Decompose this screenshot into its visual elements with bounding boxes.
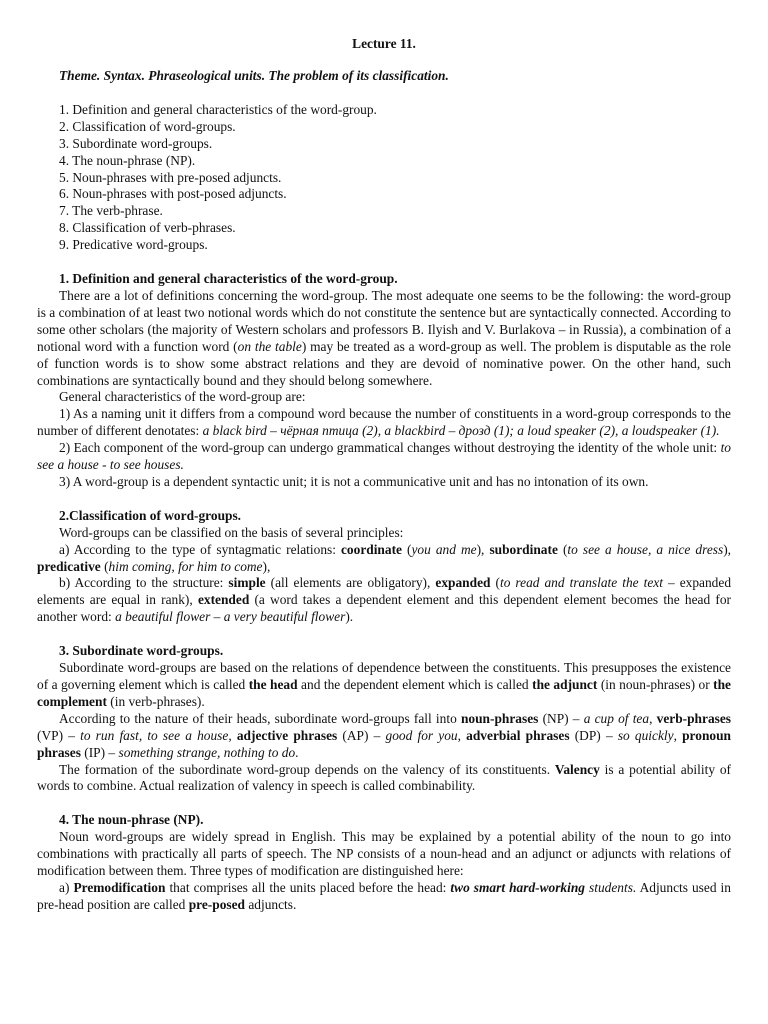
section-2-paragraph: Word-groups can be classified on the basis of several principles: <box>59 524 404 540</box>
section-3-paragraph: Subordinate word-groups are based on the relations of dependence between the constituents. This presupposes the existence of a governing element which is called the head and the dependent element which is called the adjunct (in noun-phrases) or the complement (in verb-phrases). <box>37 660 731 709</box>
section-1-paragraph: General characteristics of the word-group are: <box>59 389 306 405</box>
toc-item: 6. Noun-phrases with post-posed adjuncts. <box>59 186 287 202</box>
toc-item: 2. Classification of word-groups. <box>59 118 236 134</box>
toc-item: 5. Noun-phrases with pre-posed adjuncts. <box>59 169 282 185</box>
table-of-contents <box>37 102 731 254</box>
toc-item: 9. Predicative word-groups. <box>59 237 208 253</box>
toc-item: 4. The noun-phrase (NP). <box>59 152 196 168</box>
section-4-item-a: a) Premodification that comprises all the units placed before the head: two smart hard-working students. Adjuncts used in pre-head position are called pre-posed adjuncts. <box>37 879 731 912</box>
section-2-item-a: a) According to the type of syntagmatic relations: coordinate (you and me), subordinate (to see a house, a nice dress), predicative (him coming, for him to come), <box>37 541 731 574</box>
toc-item: 8. Classification of verb-phrases. <box>59 220 236 236</box>
section-4-heading: 4. The noun-phrase (NP). <box>59 812 204 828</box>
section-1-paragraph: 2) Each component of the word-group can undergo grammatical changes without destroying the identity of the whole unit: to see a house - to see houses. <box>37 440 731 473</box>
section-1-paragraph: There are a lot of definitions concerning the word-group. The most adequate one seems to be the following: the word-group is a combination of at least two notional words which do not constitute the sentence but are syntactically connected. According to some other scholars (the majority of Western scholars and professors B. Ilyish and V. Burlakova – in Russia), a combination of a notional word with a function word (on the table) may be treated as a word-group as well. The problem is disputable as the role of function words is to show some abstract relations and they are devoid of nominative power. On the other hand, such combinations are syntactically bound and they should belong somewhere. <box>37 287 731 388</box>
toc-item: 1. Definition and general characteristics of the word-group. <box>59 101 377 117</box>
section-3-heading: 3. Subordinate word-groups. <box>59 643 224 659</box>
section-3-paragraph: The formation of the subordinate word-group depends on the valency of its constituents. Valency is a potential ability of words to combine. Actual realization of valency in speech is called combinability. <box>37 761 731 794</box>
toc-item: 3. Subordinate word-groups. <box>59 135 213 151</box>
section-1-paragraph: 1) As a naming unit it differs from a compound word because the number of constituents in a word-group corresponds to the number of different denotates: a black bird – чёрная птица (2), a blackbird – дрозд (1); a loud speaker (2), a loudspeaker (1). <box>37 406 731 439</box>
toc-item: 7. The verb-phrase. <box>59 203 163 219</box>
section-1-paragraph: 3) A word-group is a dependent syntactic unit; it is not a communicative unit and has no intonation of its own. <box>59 473 649 489</box>
section-2-heading: 2.Classification of word-groups. <box>59 507 242 523</box>
section-2-item-b: b) According to the structure: simple (all elements are obligatory), expanded (to read and translate the text – expanded elements are equal in rank), extended (a word takes a dependent element and this dependent element becomes the head for another word: a beautiful flower – a very beautiful flower). <box>37 575 732 625</box>
section-3-paragraph: According to the nature of their heads, subordinate word-groups fall into noun-phrases (NP) – a cup of tea, verb-phrases (VP) – to run fast, to see a house, adjective phrases (AP) – good for you, adverbial phrases (DP) – so quickly, pronoun phrases (IP) – something strange, nothing to do. <box>37 710 732 760</box>
page-title: Lecture 11. <box>352 36 416 51</box>
theme-line: Theme. Syntax. Phraseological units. The problem of its classification. <box>59 68 449 83</box>
section-4-paragraph: Noun word-groups are widely spread in English. This may be explained by a potential ability of the noun to go into combinations with practically all parts of speech. The NP consists of a noun-head and an adjunct or adjuncts with relations of modification between them. Three types of modification are distinguished here: <box>37 829 731 879</box>
section-1-heading: 1. Definition and general characteristics of the word-group. <box>59 271 398 287</box>
